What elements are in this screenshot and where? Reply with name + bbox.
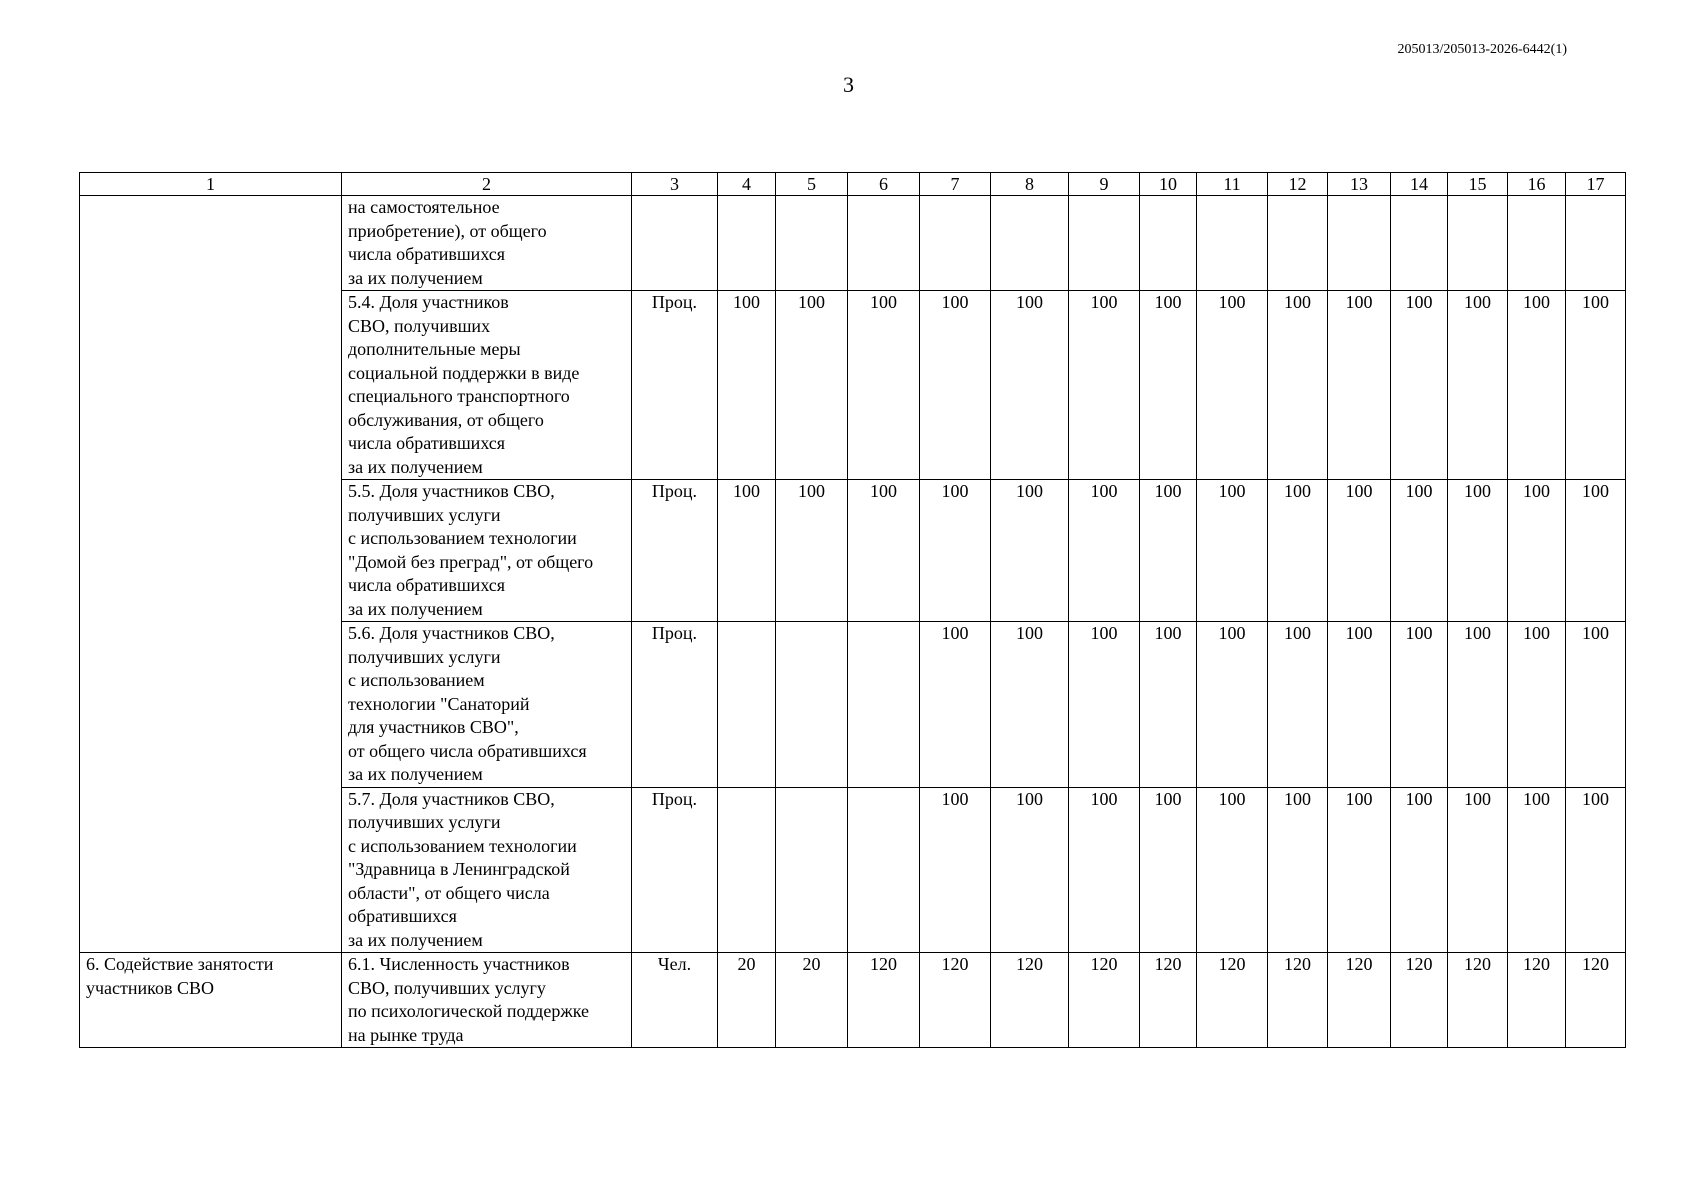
page-number-text: 3 — [843, 72, 854, 97]
value-cell: 100 — [1448, 787, 1508, 953]
indicator-line: приобретение), от общего — [348, 220, 547, 241]
indicator-line: за их получением — [348, 764, 483, 784]
indicator-line: получивших услуги — [348, 504, 501, 525]
value-cell: 120 — [1448, 953, 1508, 1048]
value-cell — [1268, 196, 1328, 291]
value-cell: 120 — [991, 953, 1069, 1048]
value-cell: 120 — [1197, 953, 1268, 1048]
indicator-line: с использованием технологии — [348, 835, 577, 856]
value-cell — [776, 622, 848, 788]
indicator-cell — [342, 787, 632, 953]
value-cell: 120 — [1508, 953, 1566, 1048]
value-cell: 100 — [1197, 622, 1268, 788]
indicator-line: 5.5. Доля участников СВО, — [348, 481, 555, 501]
column-header: 8 — [991, 173, 1069, 196]
value-cell: 100 — [1328, 291, 1391, 480]
indicator-line: за их получением — [348, 456, 483, 477]
column-header: 6 — [848, 173, 920, 196]
unit-cell — [632, 196, 718, 291]
value-cell: 100 — [920, 480, 991, 622]
indicator-line: по психологической поддержке — [348, 1001, 590, 1021]
indicator-line: на самостоятельное — [348, 197, 500, 217]
value-cell: 20 — [776, 953, 848, 1048]
value-cell: 120 — [848, 953, 920, 1048]
value-cell: 100 — [718, 480, 776, 622]
value-cell: 100 — [848, 480, 920, 622]
value-cell: 100 — [1508, 622, 1566, 788]
value-cell: 100 — [1566, 787, 1626, 953]
indicator-line: числа обратившихся — [348, 433, 506, 453]
indicator-line: с использованием — [348, 670, 485, 690]
value-cell: 100 — [1508, 480, 1566, 622]
value-cell: 100 — [1566, 622, 1626, 788]
value-cell: 100 — [991, 622, 1069, 788]
value-cell — [848, 787, 920, 953]
value-cell: 100 — [991, 480, 1069, 622]
value-cell — [920, 196, 991, 291]
indicator-line: за их получением — [348, 598, 483, 619]
indicator-line: обратившихся — [348, 906, 457, 926]
value-cell: 100 — [1268, 787, 1328, 953]
value-cell — [991, 196, 1069, 291]
value-cell: 100 — [920, 291, 991, 480]
value-cell: 100 — [920, 787, 991, 953]
value-cell: 120 — [920, 953, 991, 1048]
value-cell: 20 — [718, 953, 776, 1048]
column-header: 7 — [920, 173, 991, 196]
column-header: 1 — [80, 173, 342, 196]
value-cell: 100 — [1448, 480, 1508, 622]
indicator-line: на рынке труда — [348, 1024, 464, 1045]
indicator-line: технологии "Санаторий — [348, 693, 530, 714]
value-cell: 100 — [1328, 622, 1391, 788]
column-header: 5 — [776, 173, 848, 196]
value-cell: 100 — [1391, 480, 1448, 622]
value-cell — [718, 196, 776, 291]
task-cell — [80, 196, 342, 953]
indicator-line: обслуживания, от общего — [348, 409, 544, 430]
document-id: 205013/205013-2026-6442(1) — [1397, 42, 1567, 57]
indicator-line: за их получением — [348, 929, 483, 950]
value-cell: 100 — [1566, 291, 1626, 480]
table-row — [80, 953, 1626, 1048]
indicator-line: получивших услуги — [348, 812, 501, 832]
indicator-line: числа обратившихся — [348, 575, 506, 595]
indicator-line: социальной поддержки в виде — [348, 362, 580, 383]
value-cell: 100 — [776, 480, 848, 622]
indicator-line: специального транспортного — [348, 386, 570, 406]
indicator-line: получивших услуги — [348, 646, 501, 667]
indicator-line: для участников СВО", — [348, 717, 519, 737]
value-cell: 100 — [1069, 480, 1140, 622]
value-cell: 100 — [1391, 787, 1448, 953]
task-line: участников СВО — [86, 977, 215, 998]
indicator-cell — [342, 622, 632, 788]
value-cell: 100 — [1197, 787, 1268, 953]
indicator-line: "Домой без преград", от общего — [348, 551, 594, 572]
indicator-line: области", от общего числа — [348, 882, 550, 903]
value-cell — [848, 622, 920, 788]
value-cell: 120 — [1268, 953, 1328, 1048]
task-line: 6. Содействие занятости — [86, 954, 274, 974]
column-header: 12 — [1268, 173, 1328, 196]
unit-cell: Проц. — [632, 787, 718, 953]
indicator-cell — [342, 291, 632, 480]
value-cell — [848, 196, 920, 291]
indicator-cell — [342, 953, 632, 1048]
indicator-line: за их получением — [348, 267, 483, 288]
column-header: 16 — [1508, 173, 1566, 196]
indicator-line: 6.1. Численность участников — [348, 954, 570, 974]
value-cell: 100 — [1140, 622, 1197, 788]
column-header: 3 — [632, 173, 718, 196]
value-cell — [1140, 196, 1197, 291]
value-cell — [1508, 196, 1566, 291]
indicator-line: 5.7. Доля участников СВО, — [348, 788, 555, 809]
value-cell — [1197, 196, 1268, 291]
value-cell — [1448, 196, 1508, 291]
value-cell — [718, 787, 776, 953]
value-cell: 120 — [1140, 953, 1197, 1048]
value-cell: 100 — [1328, 480, 1391, 622]
value-cell: 100 — [1391, 622, 1448, 788]
page-number — [0, 72, 1697, 98]
value-cell: 100 — [1448, 291, 1508, 480]
value-cell: 100 — [1328, 787, 1391, 953]
value-cell — [718, 622, 776, 788]
column-header: 15 — [1448, 173, 1508, 196]
value-cell: 100 — [718, 291, 776, 480]
value-cell: 100 — [848, 291, 920, 480]
value-cell: 100 — [1069, 622, 1140, 788]
column-header: 4 — [718, 173, 776, 196]
value-cell: 100 — [1268, 291, 1328, 480]
unit-cell: Проц. — [632, 480, 718, 622]
value-cell: 100 — [1268, 480, 1328, 622]
task-cell — [80, 953, 342, 1048]
value-cell: 100 — [991, 291, 1069, 480]
value-cell: 100 — [1508, 291, 1566, 480]
value-cell: 100 — [1069, 787, 1140, 953]
value-cell: 100 — [1391, 291, 1448, 480]
indicator-line: "Здравница в Ленинградской — [348, 859, 570, 879]
value-cell: 100 — [776, 291, 848, 480]
value-cell — [776, 196, 848, 291]
indicator-cell — [342, 480, 632, 622]
column-header: 2 — [342, 173, 632, 196]
column-header: 11 — [1197, 173, 1268, 196]
value-cell: 100 — [1566, 480, 1626, 622]
value-cell: 100 — [1140, 291, 1197, 480]
value-cell: 100 — [1268, 622, 1328, 788]
value-cell: 100 — [1140, 480, 1197, 622]
indicator-line: дополнительные меры — [348, 339, 521, 359]
indicator-line: от общего числа обратившихся — [348, 740, 587, 761]
unit-cell: Проц. — [632, 291, 718, 480]
value-cell: 100 — [1197, 480, 1268, 622]
unit-cell: Чел. — [632, 953, 718, 1048]
indicators-table — [79, 172, 1626, 1048]
unit-cell: Проц. — [632, 622, 718, 788]
indicator-line: 5.4. Доля участников — [348, 292, 509, 312]
indicator-line: с использованием технологии — [348, 528, 577, 548]
value-cell: 100 — [1448, 622, 1508, 788]
indicator-line: 5.6. Доля участников СВО, — [348, 623, 555, 643]
value-cell — [1566, 196, 1626, 291]
value-cell: 120 — [1069, 953, 1140, 1048]
value-cell: 120 — [1391, 953, 1448, 1048]
column-header: 14 — [1391, 173, 1448, 196]
column-header: 9 — [1069, 173, 1140, 196]
indicator-line: числа обратившихся — [348, 244, 506, 264]
value-cell — [1391, 196, 1448, 291]
value-cell: 100 — [1140, 787, 1197, 953]
indicator-line: СВО, получивших услугу — [348, 977, 546, 998]
value-cell: 100 — [920, 622, 991, 788]
value-cell — [1069, 196, 1140, 291]
value-cell: 120 — [1566, 953, 1626, 1048]
indicator-line: СВО, получивших — [348, 315, 491, 336]
value-cell: 100 — [1197, 291, 1268, 480]
indicator-cell — [342, 196, 632, 291]
column-header: 17 — [1566, 173, 1626, 196]
value-cell: 100 — [991, 787, 1069, 953]
value-cell: 120 — [1328, 953, 1391, 1048]
value-cell — [776, 787, 848, 953]
table-row — [80, 196, 1626, 291]
column-number-row — [80, 173, 1626, 196]
value-cell: 100 — [1069, 291, 1140, 480]
value-cell — [1328, 196, 1391, 291]
column-header: 10 — [1140, 173, 1197, 196]
value-cell: 100 — [1508, 787, 1566, 953]
column-header: 13 — [1328, 173, 1391, 196]
